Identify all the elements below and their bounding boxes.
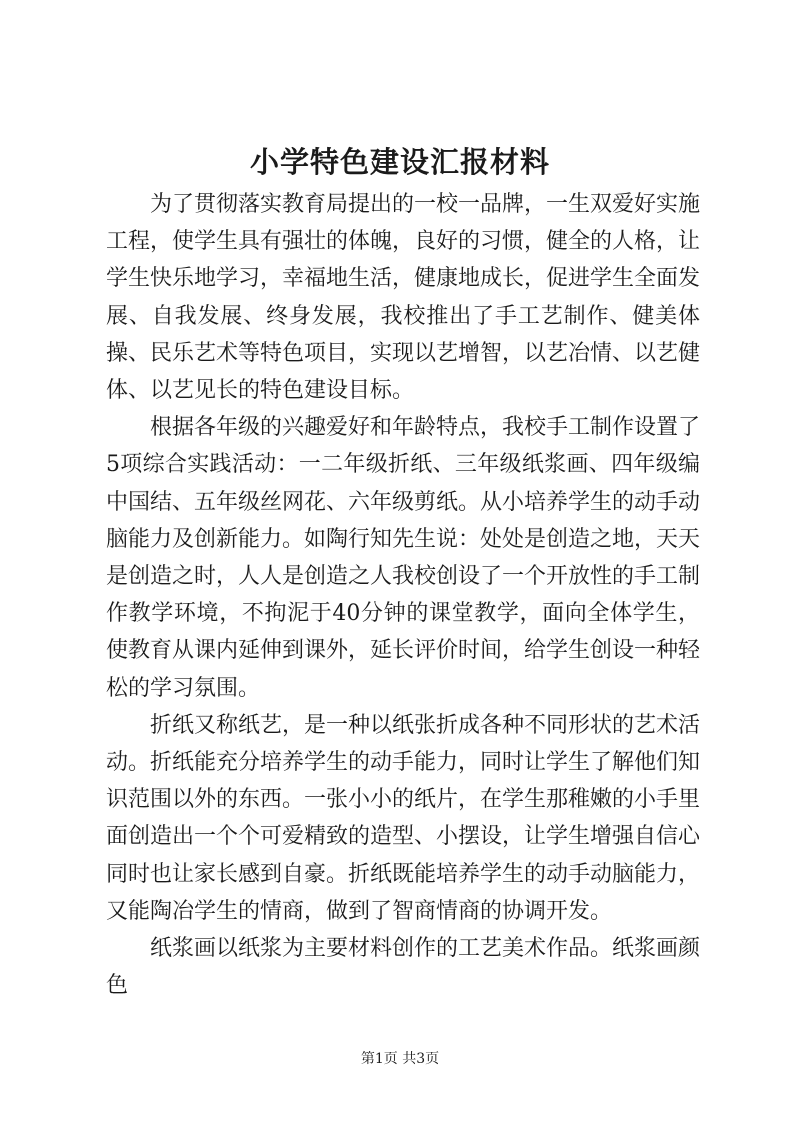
paragraph: 为了贯彻落实教育局提出的一校一品牌，一生双爱好实施工程，使学生具有强壮的体魄，良好的习惯，健全的人格，让学生快乐地学习，幸福地生活，健康地成长，促进学生全面发展、自我发展、终身发展，我校推出了手工艺制作、健美体操、民乐艺术等特色项目，实现以艺增智，以艺冶情、以艺健体、以艺见长的特色建设目标。 — [106, 192, 701, 404]
document-title: 小学特色建设汇报材料 — [249, 145, 550, 179]
paragraph: 根据各年级的兴趣爱好和年龄特点，我校手工制作设置了5项综合实践活动：一二年级折纸、三年级纸浆画、四年级编中国结、五年级丝网花、六年级剪纸。从小培养学生的动手动脑能力及创新能力。如陶行知先生说：处处是创造之地，天天是创造之时，人人是创造之人我校创设了一个开放性的手工制作教学环境，不拘泥于40分钟的课堂教学，面向全体学生，使教育从课内延伸到课外，延长评价时间，给学生创设一种轻松的学习氛围。 — [106, 415, 701, 701]
page-footer: 第1页 共3页 — [360, 1051, 440, 1067]
document-body — [106, 186, 700, 1004]
paragraph: 折纸又称纸艺，是一种以纸张折成各种不同形状的艺术活动。折纸能充分培养学生的动手能力，同时让学生了解他们知识范围以外的东西。一张小小的纸片，在学生那稚嫩的小手里面创造出一个个可爱精致的造型、小摆设，让学生增强自信心同时也让家长感到自豪。折纸既能培养学生的动手动脑能力，又能陶冶学生的情商，做到了智商情商的协调开发。 — [106, 712, 701, 924]
paragraph: 纸浆画以纸浆为主要材料创作的工艺美术作品。纸浆画颜色 — [106, 936, 701, 999]
